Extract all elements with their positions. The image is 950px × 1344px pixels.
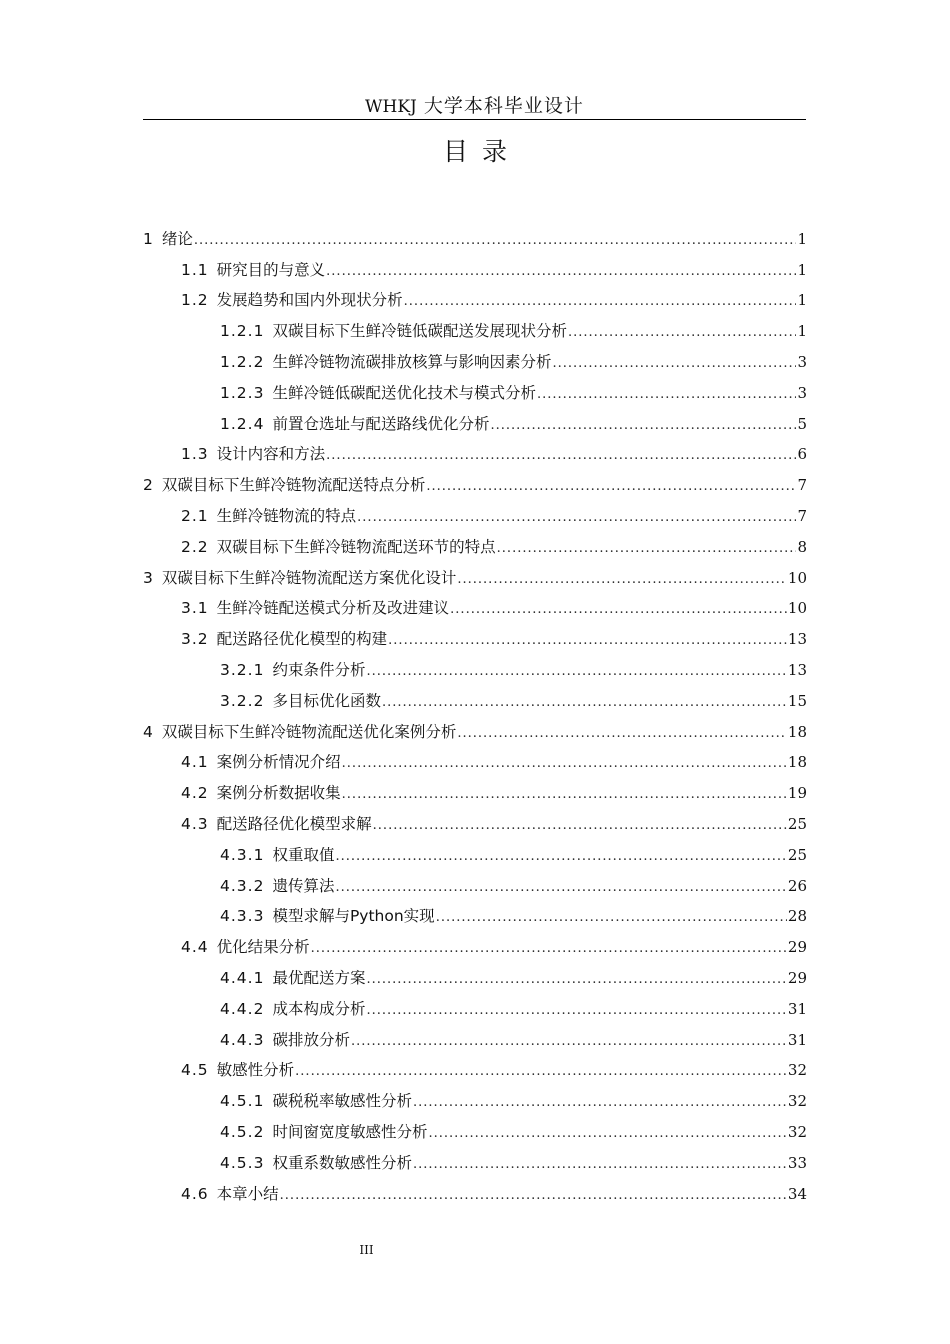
toc-entry[interactable] <box>143 623 807 654</box>
toc-entry-number: 2 <box>143 476 154 495</box>
toc-entry-label: 前置仓选址与配送路线优化分析 <box>272 414 490 433</box>
toc-entry-number: 1.1 <box>181 260 209 279</box>
toc-entry-number: 4.3.3 <box>220 907 265 926</box>
toc-entry-page: 13 <box>787 660 807 679</box>
toc-entry-label: 时间窗宽度敏感性分析 <box>272 1122 428 1141</box>
toc-dot-leader <box>357 505 796 531</box>
toc-entry-number: 4.1 <box>181 753 209 772</box>
toc-entry-page: 13 <box>787 630 807 649</box>
toc-entry-label: 发展趋势和国内外现状分析 <box>216 291 403 310</box>
toc-entry-page: 3 <box>797 383 807 402</box>
toc-entry-number: 3.1 <box>181 599 209 618</box>
toc-entry-label: 权重系数敏感性分析 <box>272 1153 412 1172</box>
toc-entry-number: 4.5.1 <box>220 1092 265 1111</box>
toc-entry[interactable] <box>143 315 807 346</box>
toc-entry-label: 生鲜冷链物流碳排放核算与影响因素分析 <box>272 352 552 371</box>
toc-dot-leader <box>568 320 796 346</box>
toc-entry-page: 1 <box>797 229 807 248</box>
toc-entry[interactable] <box>143 901 807 932</box>
toc-entry-number: 4.5.2 <box>220 1122 265 1141</box>
toc-entry-number: 1.2.3 <box>220 383 265 402</box>
toc-entry-number: 1.2.4 <box>220 414 265 433</box>
toc-entry-page: 19 <box>787 784 807 803</box>
toc-entry-label: 双碳目标下生鲜冷链物流配送方案优化设计 <box>161 568 457 587</box>
toc-entry-label: 约束条件分析 <box>272 660 366 679</box>
toc-entry[interactable] <box>143 254 807 285</box>
toc-entry-page: 7 <box>797 506 807 525</box>
toc-dot-leader <box>326 259 796 285</box>
toc-entry-label: 本章小结 <box>216 1184 279 1203</box>
toc-dot-leader <box>366 998 786 1024</box>
toc-entry-page: 25 <box>787 814 807 833</box>
toc-entry-page: 15 <box>787 691 807 710</box>
toc-dot-leader <box>450 597 787 623</box>
toc-entry-number: 4.4 <box>181 938 209 957</box>
page-number: III <box>359 1243 374 1257</box>
toc-entry-number: 1.2.2 <box>220 352 265 371</box>
toc-entry-page: 8 <box>797 537 807 556</box>
page-header <box>143 92 806 120</box>
toc-entry-number: 1.2.1 <box>220 322 265 341</box>
toc-entry-label: 生鲜冷链配送模式分析及改进建议 <box>216 599 450 618</box>
toc-entry-page: 32 <box>787 1122 807 1141</box>
toc-entry-label: 优化结果分析 <box>216 938 310 957</box>
toc-entry[interactable] <box>143 408 807 439</box>
toc-entry-label: 生鲜冷链物流的特点 <box>216 506 357 525</box>
toc-entry-page: 1 <box>797 291 807 310</box>
toc-entry[interactable] <box>143 500 807 531</box>
toc-entry-number: 4.2 <box>181 784 209 803</box>
toc-dot-leader <box>280 1183 787 1209</box>
toc-entry-number: 3.2.1 <box>220 660 265 679</box>
toc-entry-label: 双碳目标下生鲜冷链低碳配送发展现状分析 <box>272 322 567 341</box>
toc-entry-number: 4.4.1 <box>220 968 265 987</box>
toc-entry[interactable] <box>143 962 807 993</box>
toc-entry[interactable] <box>143 777 807 808</box>
toc-entry-label: 多目标优化函数 <box>272 691 381 710</box>
toc-dot-leader <box>382 690 787 716</box>
toc-entry-number: 4.5.3 <box>220 1153 265 1172</box>
toc-entry-page: 5 <box>797 414 807 433</box>
toc-entry[interactable] <box>143 654 807 685</box>
toc-entry-label: 遗传算法 <box>272 876 335 895</box>
toc-dot-leader <box>428 1121 786 1147</box>
toc-entry-label: 双碳目标下生鲜冷链物流配送特点分析 <box>161 476 426 495</box>
toc-dot-leader <box>404 289 797 315</box>
toc-entry-number: 4.6 <box>181 1184 209 1203</box>
toc-entry[interactable] <box>143 1024 807 1055</box>
toc-title: 目录 <box>442 137 521 166</box>
toc-entry[interactable] <box>143 1055 807 1086</box>
toc-entry-number: 1.3 <box>181 445 209 464</box>
toc-entry-label: 碳排放分析 <box>272 1030 350 1049</box>
toc-entry-label: 绪论 <box>161 229 193 248</box>
toc-entry-page: 31 <box>787 1030 807 1049</box>
toc-dot-leader <box>497 536 797 562</box>
toc-dot-leader <box>436 905 787 931</box>
toc-entry[interactable] <box>143 870 807 901</box>
toc-entry[interactable] <box>143 531 807 562</box>
toc-entry-page: 18 <box>787 722 807 741</box>
toc-entry-page: 7 <box>797 476 807 495</box>
toc-entry-page: 10 <box>787 599 807 618</box>
toc-dot-leader <box>295 1059 787 1085</box>
toc-dot-leader <box>413 1090 787 1116</box>
toc-entry[interactable] <box>143 593 807 624</box>
toc-entry-page: 29 <box>787 938 807 957</box>
toc-entry[interactable] <box>143 1178 807 1209</box>
toc-entry-label: 双碳目标下生鲜冷链物流配送环节的特点 <box>216 537 496 556</box>
toc-dot-leader <box>490 413 796 439</box>
toc-entry-number: 4 <box>143 722 154 741</box>
toc-dot-leader <box>426 474 796 500</box>
toc-entry-number: 1 <box>143 229 154 248</box>
toc-dot-leader <box>335 844 786 870</box>
table-of-contents <box>143 223 807 1209</box>
toc-entry-number: 3.2.2 <box>220 691 265 710</box>
toc-entry-label: 碳税税率敏感性分析 <box>272 1092 412 1111</box>
toc-entry[interactable] <box>143 808 807 839</box>
toc-entry-label: 设计内容和方法 <box>216 445 326 464</box>
toc-entry-label: 双碳目标下生鲜冷链物流配送优化案例分析 <box>161 722 457 741</box>
toc-entry-label: 配送路径优化模型的构建 <box>216 630 388 649</box>
toc-dot-leader <box>552 351 796 377</box>
toc-entry-page: 33 <box>787 1153 807 1172</box>
header-abbreviation: WHKJ <box>365 97 417 117</box>
toc-entry-page: 32 <box>787 1092 807 1111</box>
toc-dot-leader <box>457 721 787 747</box>
toc-dot-leader <box>351 1029 787 1055</box>
toc-entry-number: 4.4.2 <box>220 999 265 1018</box>
toc-entry-label: 研究目的与意义 <box>216 260 326 279</box>
toc-entry-number: 2.1 <box>181 506 209 525</box>
toc-entry[interactable] <box>143 839 807 870</box>
toc-entry-page: 34 <box>787 1184 807 1203</box>
toc-entry-number: 1.2 <box>181 291 209 310</box>
toc-entry[interactable] <box>143 716 807 747</box>
toc-entry-number: 4.3.2 <box>220 876 265 895</box>
toc-entry-number: 3.2 <box>181 630 209 649</box>
toc-dot-leader <box>366 659 786 685</box>
toc-dot-leader <box>373 813 787 839</box>
header-school-title: 大学本科毕业设计 <box>423 95 584 117</box>
toc-dot-leader <box>537 382 796 408</box>
toc-dot-leader <box>194 228 797 254</box>
toc-entry[interactable] <box>143 1085 807 1116</box>
toc-dot-leader <box>335 875 786 901</box>
toc-entry[interactable] <box>143 223 807 254</box>
toc-entry-page: 31 <box>787 999 807 1018</box>
toc-dot-leader <box>413 1152 787 1178</box>
toc-entry[interactable] <box>143 931 807 962</box>
toc-entry-number: 2.2 <box>181 537 209 556</box>
toc-entry-page: 3 <box>797 352 807 371</box>
toc-entry[interactable] <box>143 747 807 778</box>
toc-entry-page: 32 <box>787 1061 807 1080</box>
toc-entry-page: 26 <box>787 876 807 895</box>
toc-entry-page: 28 <box>787 907 807 926</box>
toc-entry[interactable] <box>143 285 807 316</box>
toc-entry-label: 配送路径优化模型求解 <box>216 814 372 833</box>
toc-entry[interactable] <box>143 346 807 377</box>
toc-entry[interactable] <box>143 562 807 593</box>
toc-dot-leader <box>457 567 787 593</box>
toc-entry-number: 4.3.1 <box>220 845 265 864</box>
toc-entry[interactable] <box>143 993 807 1024</box>
toc-entry[interactable] <box>143 685 807 716</box>
toc-entry[interactable] <box>143 377 807 408</box>
toc-entry-label: 模型求解与Python实现 <box>272 907 435 926</box>
toc-entry[interactable] <box>143 1116 807 1147</box>
toc-dot-leader <box>342 751 787 777</box>
toc-dot-leader <box>326 443 796 469</box>
toc-entry-label: 成本构成分析 <box>272 999 366 1018</box>
toc-entry-number: 3 <box>143 568 154 587</box>
toc-entry-label: 案例分析情况介绍 <box>216 753 341 772</box>
toc-entry[interactable] <box>143 469 807 500</box>
toc-dot-leader <box>366 967 786 993</box>
toc-entry-page: 1 <box>797 260 807 279</box>
toc-dot-leader <box>342 782 787 808</box>
toc-entry-page: 10 <box>787 568 807 587</box>
toc-entry-label: 权重取值 <box>272 845 335 864</box>
toc-entry-label: 生鲜冷链低碳配送优化技术与模式分析 <box>272 383 536 402</box>
toc-entry-label: 敏感性分析 <box>216 1061 295 1080</box>
toc-entry-number: 4.4.3 <box>220 1030 265 1049</box>
toc-dot-leader <box>388 628 787 654</box>
toc-entry-page: 18 <box>787 753 807 772</box>
header-rule <box>143 119 806 120</box>
toc-entry-page: 6 <box>797 445 807 464</box>
toc-entry-number: 4.3 <box>181 814 209 833</box>
toc-entry-label: 最优配送方案 <box>272 968 366 987</box>
toc-entry-page: 29 <box>787 968 807 987</box>
toc-entry-page: 1 <box>797 322 807 341</box>
toc-entry-page: 25 <box>787 845 807 864</box>
toc-entry[interactable] <box>143 439 807 470</box>
toc-dot-leader <box>311 936 787 962</box>
toc-entry-label: 案例分析数据收集 <box>216 784 341 803</box>
toc-entry-number: 4.5 <box>181 1061 209 1080</box>
toc-entry[interactable] <box>143 1147 807 1178</box>
